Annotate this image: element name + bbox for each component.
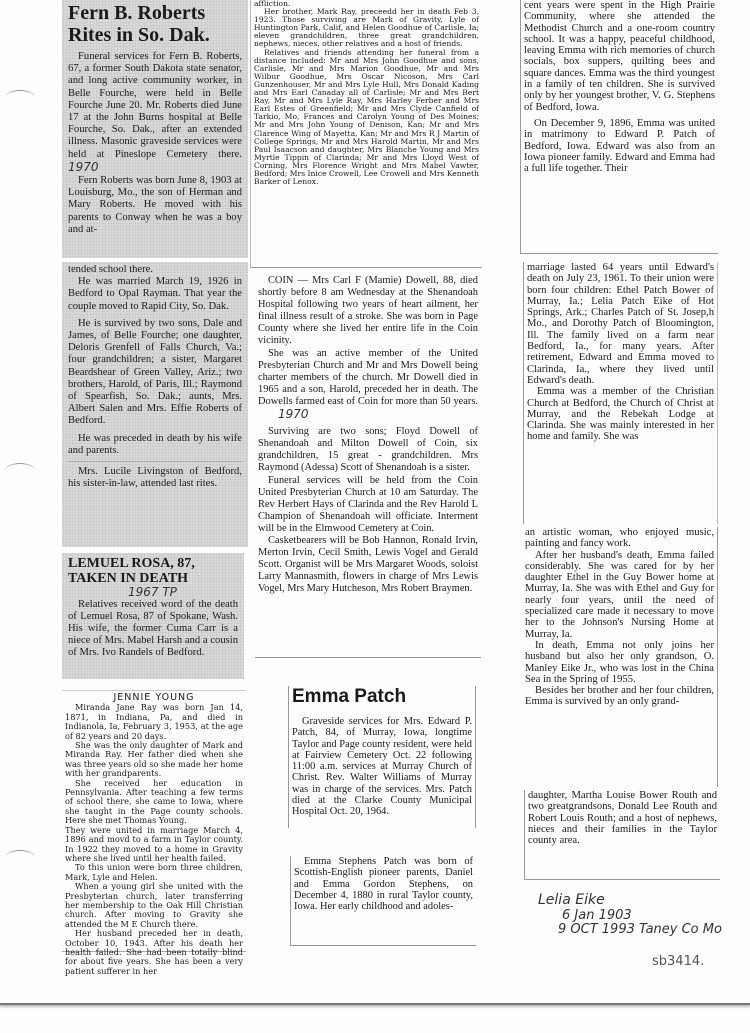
lemuel-headline: LEMUEL ROSA, 87, TAKEN IN DEATH [68,556,195,586]
jennie-paragraph: She received her education in Pennsylvania. After teaching a few terms of school there, she came to Iowa, where she taught in the Page county schools. Here she met Thomas Young. [65,777,243,826]
handwritten-name: Lelia Eike [538,892,605,908]
emma-patch-section [520,0,718,254]
emma-paragraph: Emma was a member of the Christian Church at Bedford, the Church of Christ at Murray, and the Rebekah Lodge at Clarinda. She was mainly interested in her home and family. She was [527,386,714,443]
emma-patch-section [522,527,718,787]
lemuel-rosa-clipping [62,553,244,679]
emma-patch-clipping [288,686,476,828]
punch-hole [5,463,35,478]
jennie-paragraph: Her brother, Mark Ray, preceedd her in death Feb 3, 1923. Those surviving are Mark of Gravity, Lyle of Huntington Park, Calif, and Helen Goodhue of Carlisle, Ia; eleven grandchildren, three great grandchildren, nephews, nieces, other relatives and a host of friends. [254,7,479,49]
emma-paragraph: After her husband's death, Emma failed considerably. She was cared for by her daughter Ethel in the Guy Bower home at Murray, Ia. She was with Ethel and Guy for nearly four years, until the need of specialized care made it necessary to move her to the Johnson's Nursing Home at Murray, Ia. [525,549,714,640]
lemuel-body: Relatives received word of the death of Lemuel Rosa, 87 of Spokane, Wash. His wife, the former Cuma Carr is a niece of Mrs. Mabel Harsh and a cousin of Mrs. Ivo Randels of Bedford. [68,599,238,658]
emma-paragraph: Besides her brother and her four children, Emma is survived by an only grand- [525,685,714,708]
handwritten-death-date: 9 OCT 1993 Taney Co Mo [558,922,722,937]
emma-paragraph: an artistic woman, who enjoyed music, painting and fancy work. [525,527,714,550]
fern-roberts-continued [62,262,248,547]
emma-paragraph: Graveside services for Mrs. Edward P. Patch, 84, of Murray, Iowa, longtime Taylor and Page county resident, were held at Fairview Cemetery Oct. 22 following 11:00 a.m. services at Murray Church of Christ. Rev. Walter Williams of Murray was in charge of the services. Mrs. Patch died at the Clarke County Municipal Hospital Oct. 20, 1964. [292,716,472,818]
fern-paragraph: He is survived by two sons, Dale and James, of Belle Fourche; one daughter, Deloris Grenfell of Falls Church, Va.; four grandchildren; a sister, Margaret Beardshear of Green Valley, Ariz.; two brothers, Harold, of Paris, Ill.; Raymond of Spearfish, So. Dak.; aunts, Mrs. Albert Salen and Mrs. Effie Roberts of Bedford. [68,317,242,427]
emma-headline: Emma Patch [292,686,407,707]
fern-paragraph: He was preceded in death by his wife and parents. [68,432,242,456]
jennie-paragraph: affliction. [254,0,291,8]
jennie-paragraph: Miranda Jane Ray was born Jan 14, 1871, in Indiana, Pa, and died in Indianola, Ia, February 3, 1953, at the age of 82 years and 20 days. [65,702,243,741]
punch-hole [5,850,35,865]
fern-paragraph: Mrs. Lucile Livingston of Bedford, his sister-in-law, attended last rites. [68,466,242,490]
jennie-paragraph: They were united in marriage March 4, 1896 and movd to a farm in Taylor county. In 1922 they moved to a home in Gravity where she lived until her health failed. [65,824,243,863]
jennie-paragraph: She was the only daughter of Mark and Miranda Ray. Her father died when she was three years old so she made her home with her grandparents. [65,740,243,779]
handwritten-year: 1970 [278,407,309,422]
punch-hole [5,90,35,105]
emma-paragraph: On December 9, 1896, Emma was united in matrimony to Edward P. Patch of Bedford, Iowa. Edward was also from an Iowa pioneer family. Edward and Emma had a full life together. Their [524,117,715,175]
jennie-paragraph: To this union were born three children, Mark, Lyle and Helen. [65,862,243,882]
handwritten-year: 1970 [68,159,99,174]
emma-paragraph: marriage lasted 64 years until Edward's death on July 23, 1961. To their union were born four children: Ethel Patch Bower of Murray, Ia.; Lelia Patch Eike of Hot Springs, Ark.; Charles Patch of St. Josep,h Mo., and Dorothy Patch of Bloomington, Ill. The family lived on a farm near Bedford, Ia., for many years. After retirement, Edward and Emma moved to Clarinda, Ia., where they lived until Edward's death. [527,262,714,386]
fern-headline: Fern B. Roberts Rites in So. Dak. [68,2,210,46]
emma-patch-section [523,262,718,524]
jennie-headline: JENNIE YOUNG [113,692,195,703]
emma-patch-section [524,790,720,880]
emma-paragraph: cent years were spent in the High Prairie Community, where she attended the Methodist Church and a one-room country school. It was a happy, peaceful childhood, leaving Emma with rich memories of church socials, box suppers, quilting bees and square dances. Emma was the third youngest in a family of ten children. She is survived only by her youngest brother, V. G. Stephens of Bedford, Iowa. [524,0,715,113]
jennie-paragraph: Relatives and friends attending her funeral from a distance included: Mr and Mrs John Goodhue and sons, Carlisle, Mr and Mrs Marion Goodhue, Mr and Mrs Wilbur Goodhue, Mrs Oscar Nicoson, Mrs Carl Gunzenhouser, Mr and Mrs Lyle Hull, Mrs Donald Kading and Mrs Earl Canaday all of Carlisle; Mr and Mrs Bert Ray, Mr and Mrs Lyle Ray, Mrs Harley Ferber and Mrs Earl Estes of Greenfield; Mr and Mrs Clyde Canfield of Tarkio, Mo, Frances and Carolyn Young of Des Moines; Mr and Mrs John Young of Denison, Kan; Mr and Mrs Clarence Wing of Mayetta, Kan; Mr and Mrs R J Martin of College Springs, Mr and Mrs Harold Martin, Mr and Mrs Paul Isaacson and daughter, Mrs Blanche Young and Mrs Myrtle Tippin of Clarinda; Mr and Mrs Lloyd West of Corning, Mrs Florence Wright and Mrs Mabel Vawter, Bedford; Mrs Inice Crowell, Lee Crowell and Mrs Kenneth Barker of Lenox. [254,47,479,187]
reference-number: sb3414. [652,954,705,969]
dowell-paragraph: COIN — Mrs Carl F (Mamie) Dowell, 88, died shortly before 8 am Wednesday at the Shenandoah Hospital following two years of heart ailment, her final illness result of a stroke. She was born in Page County where she lived her entire life in the Coin vicinity. [258,275,478,347]
fern-paragraph: Fern Roberts was born June 8, 1903 at Louisburg, Mo., the son of Herman and Mary Roberts. He moved with his parents to Conway when he was a boy and at- [68,175,242,235]
handwritten-year-row [68,586,238,599]
jennie-paragraph: Her husband preceded her in death, October 10, 1943. After his death her health failed. She had been totally blind for about five years. She has been a very patient sufferer in her [65,928,243,976]
dowell-paragraph: Funeral services will be held from the Coin United Presbyterian Church at 10 am Saturday. The Rev Herbert Hays of Clarinda and the Rev Harold L Champion of Shenandoah will officiate. Interment will be in the Elmwood Cemetery at Coin. [258,474,478,534]
jennie-young-continued [250,0,482,268]
fern-paragraph [68,51,242,175]
fern-paragraph: He was married March 19, 1926 in Bedford to Opal Rayman. That year the couple moved to Rapid City, So. Dak. [68,276,242,312]
mamie-dowell-clipping [255,275,481,658]
divider [68,461,242,462]
emma-paragraph: In death, Emma not only joins her husband but also her only grandson, O. Manley Eike Jr., who was lost in the China Sea in the Spring of 1955. [525,639,714,685]
fern-paragraph: tended school there. [68,264,154,275]
dowell-paragraph: Casketbearers will be Bob Hannon, Ronald Irvin, Merton Irvin, Cecil Smith, Lewis Vogel and Gerald Scott. Organist will be Mrs Margaret Woods, soloist Larry Mannasmith, flowers in charge of Mrs Lewis Vogel, Mrs Mary Hutcheson, Mrs Robert Braymen. [258,534,478,595]
jennie-paragraph: When a young girl she united with the Presbyterian church, later transferring her membership to the Oak Hill Christian church. After moving to Gravity she attended the M E Church there. [65,881,243,929]
dowell-paragraph-text: She was an active member of the United Presbyterian Church and Mr and Mrs Dowell being charter members of the church. Mr Dowell died in 1965 and a son, Harold, preceded her in death. The Dowells farmed east of Coin for more than 50 years. [258,347,478,407]
emma-patch-section [290,856,476,946]
jennie-young-clipping [62,690,246,976]
handwritten-birth-date: 6 Jan 1903 [562,908,632,923]
emma-paragraph: Emma Stephens Patch was born of Scottish-English pioneer parents, Daniel and Emma Gordon Stephens, on December 4, 1880 in rural Taylor county, Iowa. Her early childhood and adoles- [294,856,473,913]
dowell-paragraph: Surviving are two sons; Floyd Dowell of Shenandoah and Milton Dowell of Coin, six grandchildren, 15 great - grandchildren. Mrs Raymond (Adessa) Scott of Shenandoah is a sister. [258,426,478,474]
emma-paragraph: daughter, Martha Louise Bower Routh and two greatgrandsons, Donald Lee Routh and Robert Louis Routh; and a host of nephews, nieces and their families in the Taylor county area. [528,790,717,847]
fern-paragraph-text: Funeral services for Fern B. Roberts, 67, a former South Dakota state senator, and long active community worker, in Belle Fourche, were held in Belle Fourche June 20. Mr. Roberts died June 17 at the John Burns hospital at Belle Fourche, So. Dak., after an extended illness. Masonic graveside services were held at Pineslope Cemetery there. [68,51,242,160]
fern-roberts-clipping [62,0,248,258]
handwritten-year: 1967 TP [128,585,177,599]
dowell-paragraph [258,348,478,423]
